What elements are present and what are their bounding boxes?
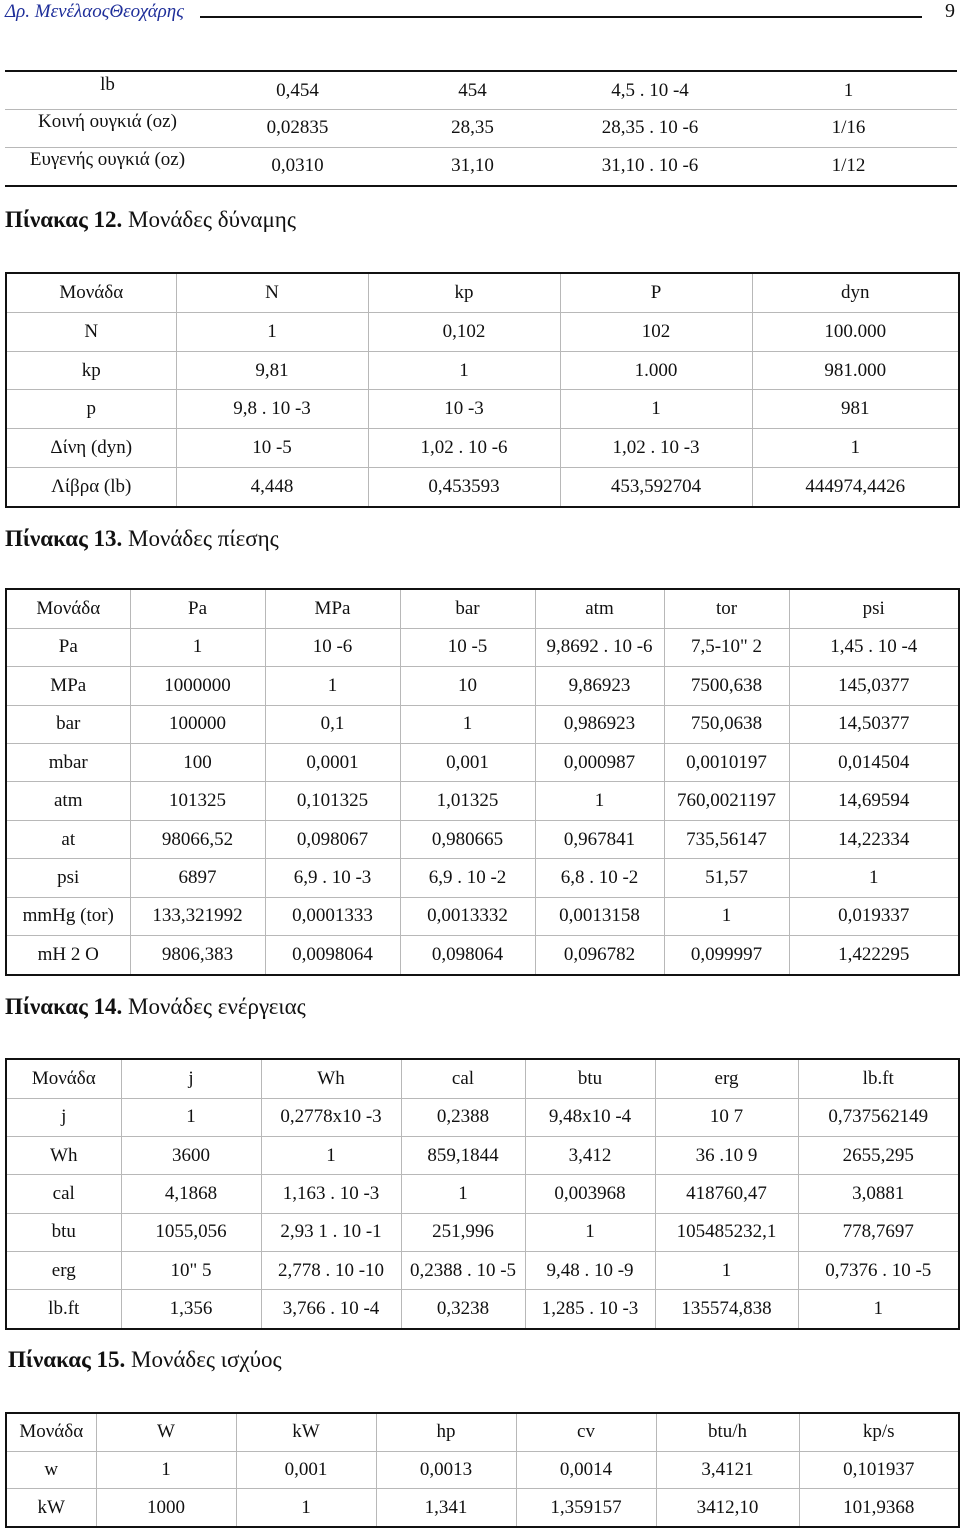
row-label-cell: psi bbox=[6, 859, 130, 897]
table-cell: 1 bbox=[130, 628, 265, 666]
table-cell: tor bbox=[664, 589, 789, 628]
row-label-cell: mH 2 O bbox=[6, 936, 130, 975]
table-cell: 10 -5 bbox=[400, 628, 535, 666]
table-row bbox=[6, 782, 959, 820]
table-cell: 101325 bbox=[130, 782, 265, 820]
table-cell: 9,48x10 -4 bbox=[525, 1098, 655, 1136]
table-cell: erg bbox=[655, 1059, 798, 1098]
table-cell: hp bbox=[376, 1413, 516, 1451]
table-cell: 1 bbox=[400, 705, 535, 743]
row-label-cell: kp bbox=[6, 351, 176, 390]
header-row bbox=[6, 589, 959, 628]
table-cell: 100000 bbox=[130, 705, 265, 743]
row-label-cell: Λίβρα (lb) bbox=[6, 467, 176, 507]
table-row bbox=[6, 351, 959, 390]
table-cell: 0,980665 bbox=[400, 820, 535, 858]
table-cell: 0,0010197 bbox=[664, 744, 789, 782]
table-row bbox=[6, 1136, 959, 1174]
table-cell: P bbox=[560, 273, 752, 313]
table-cell: 3,0881 bbox=[798, 1175, 959, 1213]
table-cell: 0,02835 bbox=[210, 110, 385, 148]
table-cell: 0,1 bbox=[265, 705, 400, 743]
table-row bbox=[6, 1251, 959, 1289]
table-cell: 2,93 1 . 10 -1 bbox=[261, 1213, 401, 1251]
table-cell: 0,454 bbox=[276, 79, 319, 101]
table-cell: 7,5-10" 2 bbox=[664, 628, 789, 666]
header-row bbox=[6, 1413, 959, 1451]
row-label-cell: N bbox=[6, 313, 176, 352]
table-cell: 51,57 bbox=[664, 859, 789, 897]
row-label-cell: mbar bbox=[6, 744, 130, 782]
table-cell: 0,101325 bbox=[265, 782, 400, 820]
table-cell: 251,996 bbox=[401, 1213, 525, 1251]
table-cell: 1 bbox=[236, 1489, 376, 1527]
table-cell: 36 .10 9 bbox=[655, 1136, 798, 1174]
table-cell: 4,448 bbox=[176, 467, 368, 507]
row-label-cell: cal bbox=[6, 1175, 121, 1213]
table-cell: 1 bbox=[525, 1213, 655, 1251]
energy-table bbox=[5, 1058, 960, 1330]
table-cell: 10 -3 bbox=[368, 390, 560, 429]
row-label: Κοινή ουγκιά (oz) bbox=[38, 111, 177, 133]
table-cell: 1055,056 bbox=[121, 1213, 261, 1251]
table-cell: 0,0013158 bbox=[535, 897, 664, 935]
table-cell: 1,45 . 10 -4 bbox=[789, 628, 959, 666]
row-label-cell: kW bbox=[6, 1489, 96, 1527]
row-label-cell: j bbox=[6, 1098, 121, 1136]
row-label-cell: atm bbox=[6, 782, 130, 820]
table-cell: 0,101937 bbox=[799, 1451, 959, 1488]
table-cell: cv bbox=[516, 1413, 656, 1451]
table-cell: 453,592704 bbox=[560, 467, 752, 507]
table-cell: 1,341 bbox=[376, 1489, 516, 1527]
table-row bbox=[6, 429, 959, 468]
table-cell: 750,0638 bbox=[664, 705, 789, 743]
table-cell: 1,356 bbox=[121, 1290, 261, 1329]
table-row bbox=[6, 744, 959, 782]
header-rule bbox=[200, 16, 922, 18]
table-cell: 981 bbox=[752, 390, 959, 429]
row-label-cell: MPa bbox=[6, 667, 130, 705]
table-cell: 1,01325 bbox=[400, 782, 535, 820]
table-cell: W bbox=[96, 1413, 236, 1451]
row-label-cell: w bbox=[6, 1451, 96, 1488]
table-cell: Wh bbox=[261, 1059, 401, 1098]
row-label-cell: Μονάδα bbox=[6, 1413, 96, 1451]
row-label-cell: Μονάδα bbox=[6, 1059, 121, 1098]
table-row bbox=[6, 936, 959, 975]
page-header bbox=[5, 0, 955, 22]
caption-number: Πίνακας 14. bbox=[5, 994, 123, 1019]
table-cell: 100 bbox=[130, 744, 265, 782]
table-cell: 3,412 bbox=[525, 1136, 655, 1174]
table-cell: 1 bbox=[664, 897, 789, 935]
table-cell: 14,22334 bbox=[789, 820, 959, 858]
table-cell: atm bbox=[535, 589, 664, 628]
table-row bbox=[6, 667, 959, 705]
power-table bbox=[5, 1412, 960, 1528]
table-cell: 0,0013332 bbox=[400, 897, 535, 935]
table-cell: MPa bbox=[265, 589, 400, 628]
table12-caption bbox=[5, 207, 296, 233]
table-cell: cal bbox=[401, 1059, 525, 1098]
table-cell: 145,0377 bbox=[789, 667, 959, 705]
row-label-cell bbox=[5, 147, 210, 186]
table-cell: 1,02 . 10 -6 bbox=[368, 429, 560, 468]
table-cell: 0,2388 . 10 -5 bbox=[401, 1251, 525, 1289]
table-cell: 778,7697 bbox=[798, 1213, 959, 1251]
force-table bbox=[5, 272, 960, 508]
table-cell: bar bbox=[400, 589, 535, 628]
table-cell: 3,766 . 10 -4 bbox=[261, 1290, 401, 1329]
table-cell: 9,8692 . 10 -6 bbox=[535, 628, 664, 666]
table14-caption bbox=[5, 994, 306, 1020]
table-cell: 28,35 bbox=[385, 110, 560, 148]
table-cell: 9,48 . 10 -9 bbox=[525, 1251, 655, 1289]
table-cell: 98066,52 bbox=[130, 820, 265, 858]
table-cell: 1 bbox=[752, 429, 959, 468]
caption-number: Πίνακας 12. bbox=[5, 207, 123, 232]
table-cell: 0,3238 bbox=[401, 1290, 525, 1329]
table-cell: 1 bbox=[368, 351, 560, 390]
table-cell: 14,69594 bbox=[789, 782, 959, 820]
table-cell: 1.000 bbox=[560, 351, 752, 390]
table-cell: 1 bbox=[176, 313, 368, 352]
table-cell: 0,000987 bbox=[535, 744, 664, 782]
row-label-cell: Μονάδα bbox=[6, 589, 130, 628]
row-label-cell: p bbox=[6, 390, 176, 429]
table-cell: 135574,838 bbox=[655, 1290, 798, 1329]
table-row bbox=[5, 71, 957, 110]
row-label-cell: Δίνη (dyn) bbox=[6, 429, 176, 468]
mass-table bbox=[5, 70, 957, 187]
table-cell: 6,9 . 10 -3 bbox=[265, 859, 400, 897]
table-cell: 1/16 bbox=[740, 110, 957, 148]
table-cell: 1 bbox=[535, 782, 664, 820]
table-cell: 102 bbox=[560, 313, 752, 352]
caption-number: Πίνακας 13. bbox=[5, 526, 123, 551]
table-cell: 0,0013 bbox=[376, 1451, 516, 1488]
table-cell: 0,0310 bbox=[210, 147, 385, 186]
table-cell: 101,9368 bbox=[799, 1489, 959, 1527]
table-cell: 10" 5 bbox=[121, 1251, 261, 1289]
table-cell: 9806,383 bbox=[130, 936, 265, 975]
table-row bbox=[6, 1098, 959, 1136]
table-cell: 31,10 bbox=[385, 147, 560, 186]
table-cell: dyn bbox=[752, 273, 959, 313]
table-cell: 9,86923 bbox=[535, 667, 664, 705]
caption-text: Μονάδες ενέργειας bbox=[122, 994, 306, 1019]
table-row bbox=[6, 313, 959, 352]
row-label: Ευγενής ουγκιά (oz) bbox=[29, 149, 186, 171]
table-cell: 105485232,1 bbox=[655, 1213, 798, 1251]
table-cell: 1 bbox=[261, 1136, 401, 1174]
table-cell: 0,098067 bbox=[265, 820, 400, 858]
table-cell: 444974,4426 bbox=[752, 467, 959, 507]
table-row bbox=[6, 628, 959, 666]
table-cell: 1 bbox=[798, 1290, 959, 1329]
table13-caption bbox=[5, 526, 279, 552]
table-cell: 859,1844 bbox=[401, 1136, 525, 1174]
table-cell: 735,56147 bbox=[664, 820, 789, 858]
table-cell: 1,422295 bbox=[789, 936, 959, 975]
table-cell: 4,1868 bbox=[121, 1175, 261, 1213]
table-row bbox=[6, 1213, 959, 1251]
table-cell: 0,001 bbox=[236, 1451, 376, 1488]
row-label-cell: Pa bbox=[6, 628, 130, 666]
table-cell: N bbox=[176, 273, 368, 313]
table-cell: 0,7376 . 10 -5 bbox=[798, 1251, 959, 1289]
table-cell: 2,778 . 10 -10 bbox=[261, 1251, 401, 1289]
row-label-cell: Wh bbox=[6, 1136, 121, 1174]
table-row bbox=[6, 705, 959, 743]
table-cell: btu/h bbox=[656, 1413, 799, 1451]
table-cell: Pa bbox=[130, 589, 265, 628]
table-cell: 1,285 . 10 -3 bbox=[525, 1290, 655, 1329]
row-label-cell bbox=[5, 71, 210, 110]
author-name: Δρ. ΜενέλαοςΘεοχάρης bbox=[5, 1, 184, 22]
table-cell: 1,163 . 10 -3 bbox=[261, 1175, 401, 1213]
table-row bbox=[5, 147, 957, 186]
row-label-cell: lb.ft bbox=[6, 1290, 121, 1329]
table-cell: 1,02 . 10 -3 bbox=[560, 429, 752, 468]
table-row bbox=[6, 820, 959, 858]
caption-text: Μονάδες ισχύος bbox=[125, 1347, 282, 1372]
caption-text: Μονάδες δύναμης bbox=[122, 207, 296, 232]
table-cell: 0,014504 bbox=[789, 744, 959, 782]
table-row bbox=[5, 110, 957, 148]
table-cell: 0,0014 bbox=[516, 1451, 656, 1488]
table-row bbox=[6, 897, 959, 935]
table-cell: 0,986923 bbox=[535, 705, 664, 743]
table-cell: 2655,295 bbox=[798, 1136, 959, 1174]
table-cell: 9,81 bbox=[176, 351, 368, 390]
table-cell: 0,0001333 bbox=[265, 897, 400, 935]
table-cell: 0,019337 bbox=[789, 897, 959, 935]
table-cell: 1 bbox=[401, 1175, 525, 1213]
table-cell: 10 7 bbox=[655, 1098, 798, 1136]
table-cell: 0,453593 bbox=[368, 467, 560, 507]
row-label-cell: erg bbox=[6, 1251, 121, 1289]
table-cell: btu bbox=[525, 1059, 655, 1098]
table-row bbox=[6, 859, 959, 897]
table-cell: kp bbox=[368, 273, 560, 313]
table-cell: 133,321992 bbox=[130, 897, 265, 935]
header-row bbox=[6, 273, 959, 313]
table-cell: 31,10 . 10 -6 bbox=[560, 147, 740, 186]
table-cell: 0,2778x10 -3 bbox=[261, 1098, 401, 1136]
table-cell: 6897 bbox=[130, 859, 265, 897]
table-cell: 7500,638 bbox=[664, 667, 789, 705]
row-label-cell: mmHg (tor) bbox=[6, 897, 130, 935]
table-cell: 6,9 . 10 -2 bbox=[400, 859, 535, 897]
row-label: lb bbox=[100, 73, 115, 95]
table-row bbox=[6, 1290, 959, 1329]
table-cell: 1,359157 bbox=[516, 1489, 656, 1527]
page-number: 9 bbox=[945, 0, 955, 22]
table-cell: 10 -5 bbox=[176, 429, 368, 468]
table-cell: 1/12 bbox=[740, 147, 957, 186]
row-label-cell: Μονάδα bbox=[6, 273, 176, 313]
table-cell: 0,098064 bbox=[400, 936, 535, 975]
caption-number: Πίνακας 15. bbox=[8, 1347, 126, 1372]
table-cell: 14,50377 bbox=[789, 705, 959, 743]
table-row bbox=[6, 467, 959, 507]
table-row bbox=[6, 1451, 959, 1488]
table-cell: 1 bbox=[96, 1451, 236, 1488]
table-cell: 418760,47 bbox=[655, 1175, 798, 1213]
table-cell: 0,096782 bbox=[535, 936, 664, 975]
table-cell: 0,967841 bbox=[535, 820, 664, 858]
table-cell: 0,737562149 bbox=[798, 1098, 959, 1136]
row-label-cell bbox=[5, 110, 210, 148]
table-cell: psi bbox=[789, 589, 959, 628]
table15-caption bbox=[8, 1347, 282, 1373]
table-cell: 1 bbox=[655, 1251, 798, 1289]
table-cell: kW bbox=[236, 1413, 376, 1451]
table-cell: 1 bbox=[265, 667, 400, 705]
table-cell: 981.000 bbox=[752, 351, 959, 390]
table-cell: 0,003968 bbox=[525, 1175, 655, 1213]
table-cell: kp/s bbox=[799, 1413, 959, 1451]
table-row bbox=[6, 390, 959, 429]
table-cell: 1000000 bbox=[130, 667, 265, 705]
caption-text: Μονάδες πίεσης bbox=[122, 526, 279, 551]
table-cell: 1000 bbox=[96, 1489, 236, 1527]
table-cell: 3412,10 bbox=[656, 1489, 799, 1527]
table-cell: 1 bbox=[789, 859, 959, 897]
row-label-cell: bar bbox=[6, 705, 130, 743]
table-cell: 1 bbox=[843, 79, 854, 101]
table-cell: 0,099997 bbox=[664, 936, 789, 975]
table-cell: lb.ft bbox=[798, 1059, 959, 1098]
table-cell: 0,0098064 bbox=[265, 936, 400, 975]
row-label-cell: at bbox=[6, 820, 130, 858]
pressure-table bbox=[5, 588, 960, 976]
table-cell: 100.000 bbox=[752, 313, 959, 352]
table-cell: 6,8 . 10 -2 bbox=[535, 859, 664, 897]
table-cell: 0,102 bbox=[368, 313, 560, 352]
row-label-cell: btu bbox=[6, 1213, 121, 1251]
table-cell: 1 bbox=[121, 1098, 261, 1136]
table-cell: 3600 bbox=[121, 1136, 261, 1174]
table-cell: 0,2388 bbox=[401, 1098, 525, 1136]
table-row bbox=[6, 1489, 959, 1527]
table-cell: 1 bbox=[560, 390, 752, 429]
table-cell: 28,35 . 10 -6 bbox=[560, 110, 740, 148]
table-cell: 3,4121 bbox=[656, 1451, 799, 1488]
table-cell: 10 bbox=[400, 667, 535, 705]
header-row bbox=[6, 1059, 959, 1098]
table-cell: 760,0021197 bbox=[664, 782, 789, 820]
table-cell: 4,5 . 10 -4 bbox=[611, 79, 689, 101]
table-cell: 0,001 bbox=[400, 744, 535, 782]
table-row bbox=[6, 1175, 959, 1213]
table-cell: 454 bbox=[458, 79, 487, 101]
table-cell: 0,0001 bbox=[265, 744, 400, 782]
table-cell: j bbox=[121, 1059, 261, 1098]
table-cell: 10 -6 bbox=[265, 628, 400, 666]
table-cell: 9,8 . 10 -3 bbox=[176, 390, 368, 429]
